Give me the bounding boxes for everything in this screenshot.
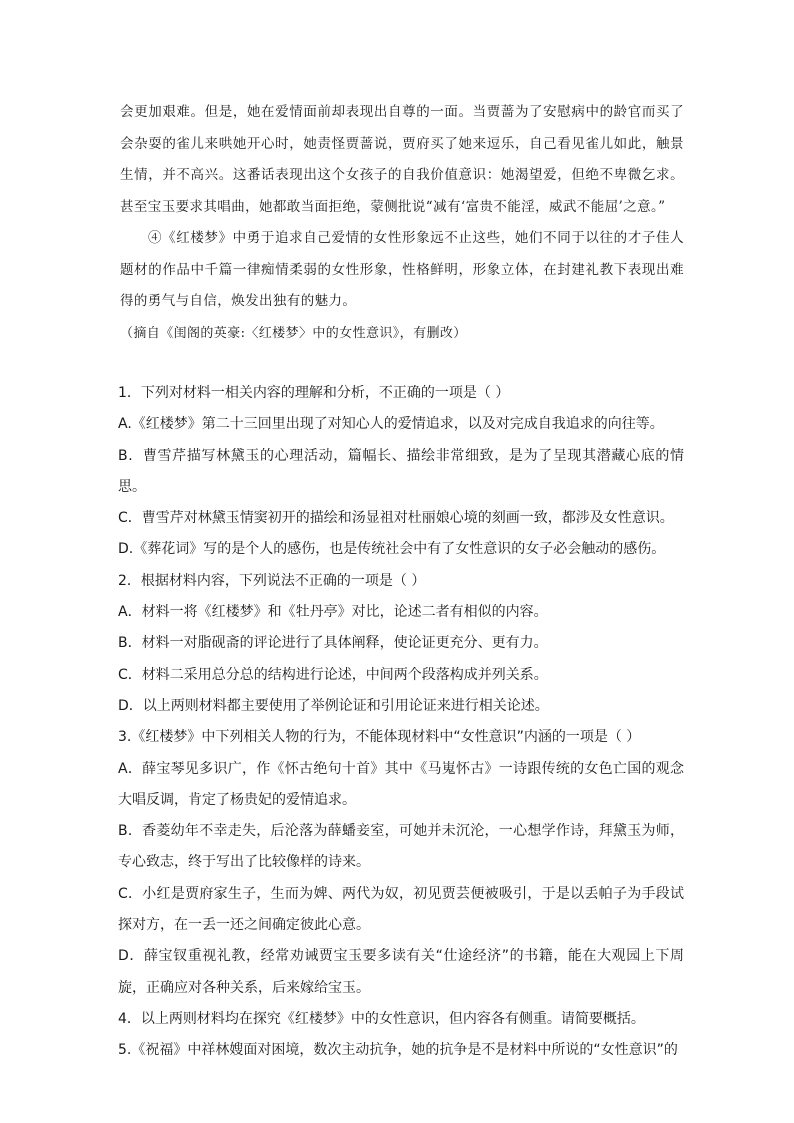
question-5-stem: 5.《祝福》中祥林嫂面对困境，数次主动抗争，她的抗争是不是材料中所说的“女性意识”的 (118, 1042, 678, 1059)
question-4-stem: 4．以上两则材料均在探究《红楼梦》中的女性意识，但内容各有侧重。请简要概括。 (118, 1010, 645, 1027)
question-3-option-a: A．薛宝琴见多识广，作《怀古绝句十首》其中《马嵬怀古》一诗跟传统的女色亡国的观念大唱反调，肯定了杨贵妃的爱情追求。 (118, 760, 684, 808)
question-3-option-b: B．香菱幼年不幸走失，后沦落为薛蟠妾室，可她并未沉沦，一心想学作诗，拜黛玉为师，专心致志，终于写出了比较像样的诗来。 (118, 823, 684, 871)
question-1-option-b: B．曹雪芹描写林黛玉的心理活动，篇幅长、描绘非常细致，是为了呈现其潜藏心底的情思。 (118, 447, 684, 495)
question-2-option-b: B．材料一对脂砚斋的评论进行了具体阐释，使论证更充分、更有力。 (118, 635, 548, 652)
question-1-option-a: A.《红楼梦》第二十三回里出现了对知心人的爱情追求，以及对完成自我追求的向往等。 (118, 416, 664, 433)
question-2-option-d: D．以上两则材料都主要使用了举例论证和引用论证来进行相关论述。 (118, 697, 549, 714)
question-2-stem: 2．根据材料内容，下列说法不正确的一项是（ ） (118, 572, 426, 589)
reading-passage (120, 97, 684, 349)
passage-paragraph-3: 会更加艰难。但是，她在爱情面前却表现出自尊的一面。当贾蔷为了安慰病中的龄官而买了会杂耍的雀儿来哄她开心时，她责怪贾蔷说，贾府买了她来逗乐，自己看见雀儿如此，触景生情，并不高兴。这番话表现出这个女孩子的自我价值意识：她渴望爱，但绝不卑微乞求。甚至宝玉要求其唱曲，她都敢当面拒绝，蒙侧批说“减有‘富贵不能淫，威武不能屈’之意。” (120, 104, 684, 215)
question-2-option-a: A．材料一将《红楼梦》和《牡丹亭》对比，论述二者有相似的内容。 (118, 604, 548, 621)
question-3-option-c: C．小红是贾府家生子，生而为婢、两代为奴，初见贾芸便被吸引，于是以丢帕子为手段试探对方，在一丢一还之间确定彼此心意。 (118, 885, 684, 934)
passage-citation: （摘自《闺阁的英豪:〈红楼梦〉中的女性意识》，有删改） (120, 325, 467, 341)
question-3-stem: 3.《红楼梦》中下列相关人物的行为，不能体现材料中“女性意识”内涵的一项是（ ） (118, 729, 641, 746)
question-2-option-c: C．材料二采用总分总的结构进行论述，中间两个段落构成并列关系。 (118, 666, 548, 683)
question-1-option-d: D.《葬花词》写的是个人的感伤，也是传统社会中有了女性意识的女子必会触动的感伤。 (118, 541, 666, 558)
question-1-option-c: C．曹雪芹对林黛玉情窦初开的描绘和汤显祖对杜丽娘心境的刻画一致，都涉及女性意识。 (118, 510, 674, 527)
question-section (118, 378, 684, 1067)
question-1-stem: 1．下列对材料一相关内容的理解和分析，不正确的一项是（ ） (118, 385, 510, 401)
passage-paragraph-4: ④《红楼梦》中勇于追求自己爱情的女性形象远不止这些，她们不同于以往的才子佳人题材的作品中千篇一律痴情柔弱的女性形象，性格鲜明，形象立体，在封建礼教下表现出难得的勇气与自信，焕发出独有的魅力。 (120, 230, 684, 309)
question-3-option-d: D．薛宝钗重视礼教，经常劝诫贾宝玉要多读有关“仕途经济”的书籍，能在大观园上下周旋，正确应对各种关系，后来嫁给宝玉。 (118, 948, 684, 996)
